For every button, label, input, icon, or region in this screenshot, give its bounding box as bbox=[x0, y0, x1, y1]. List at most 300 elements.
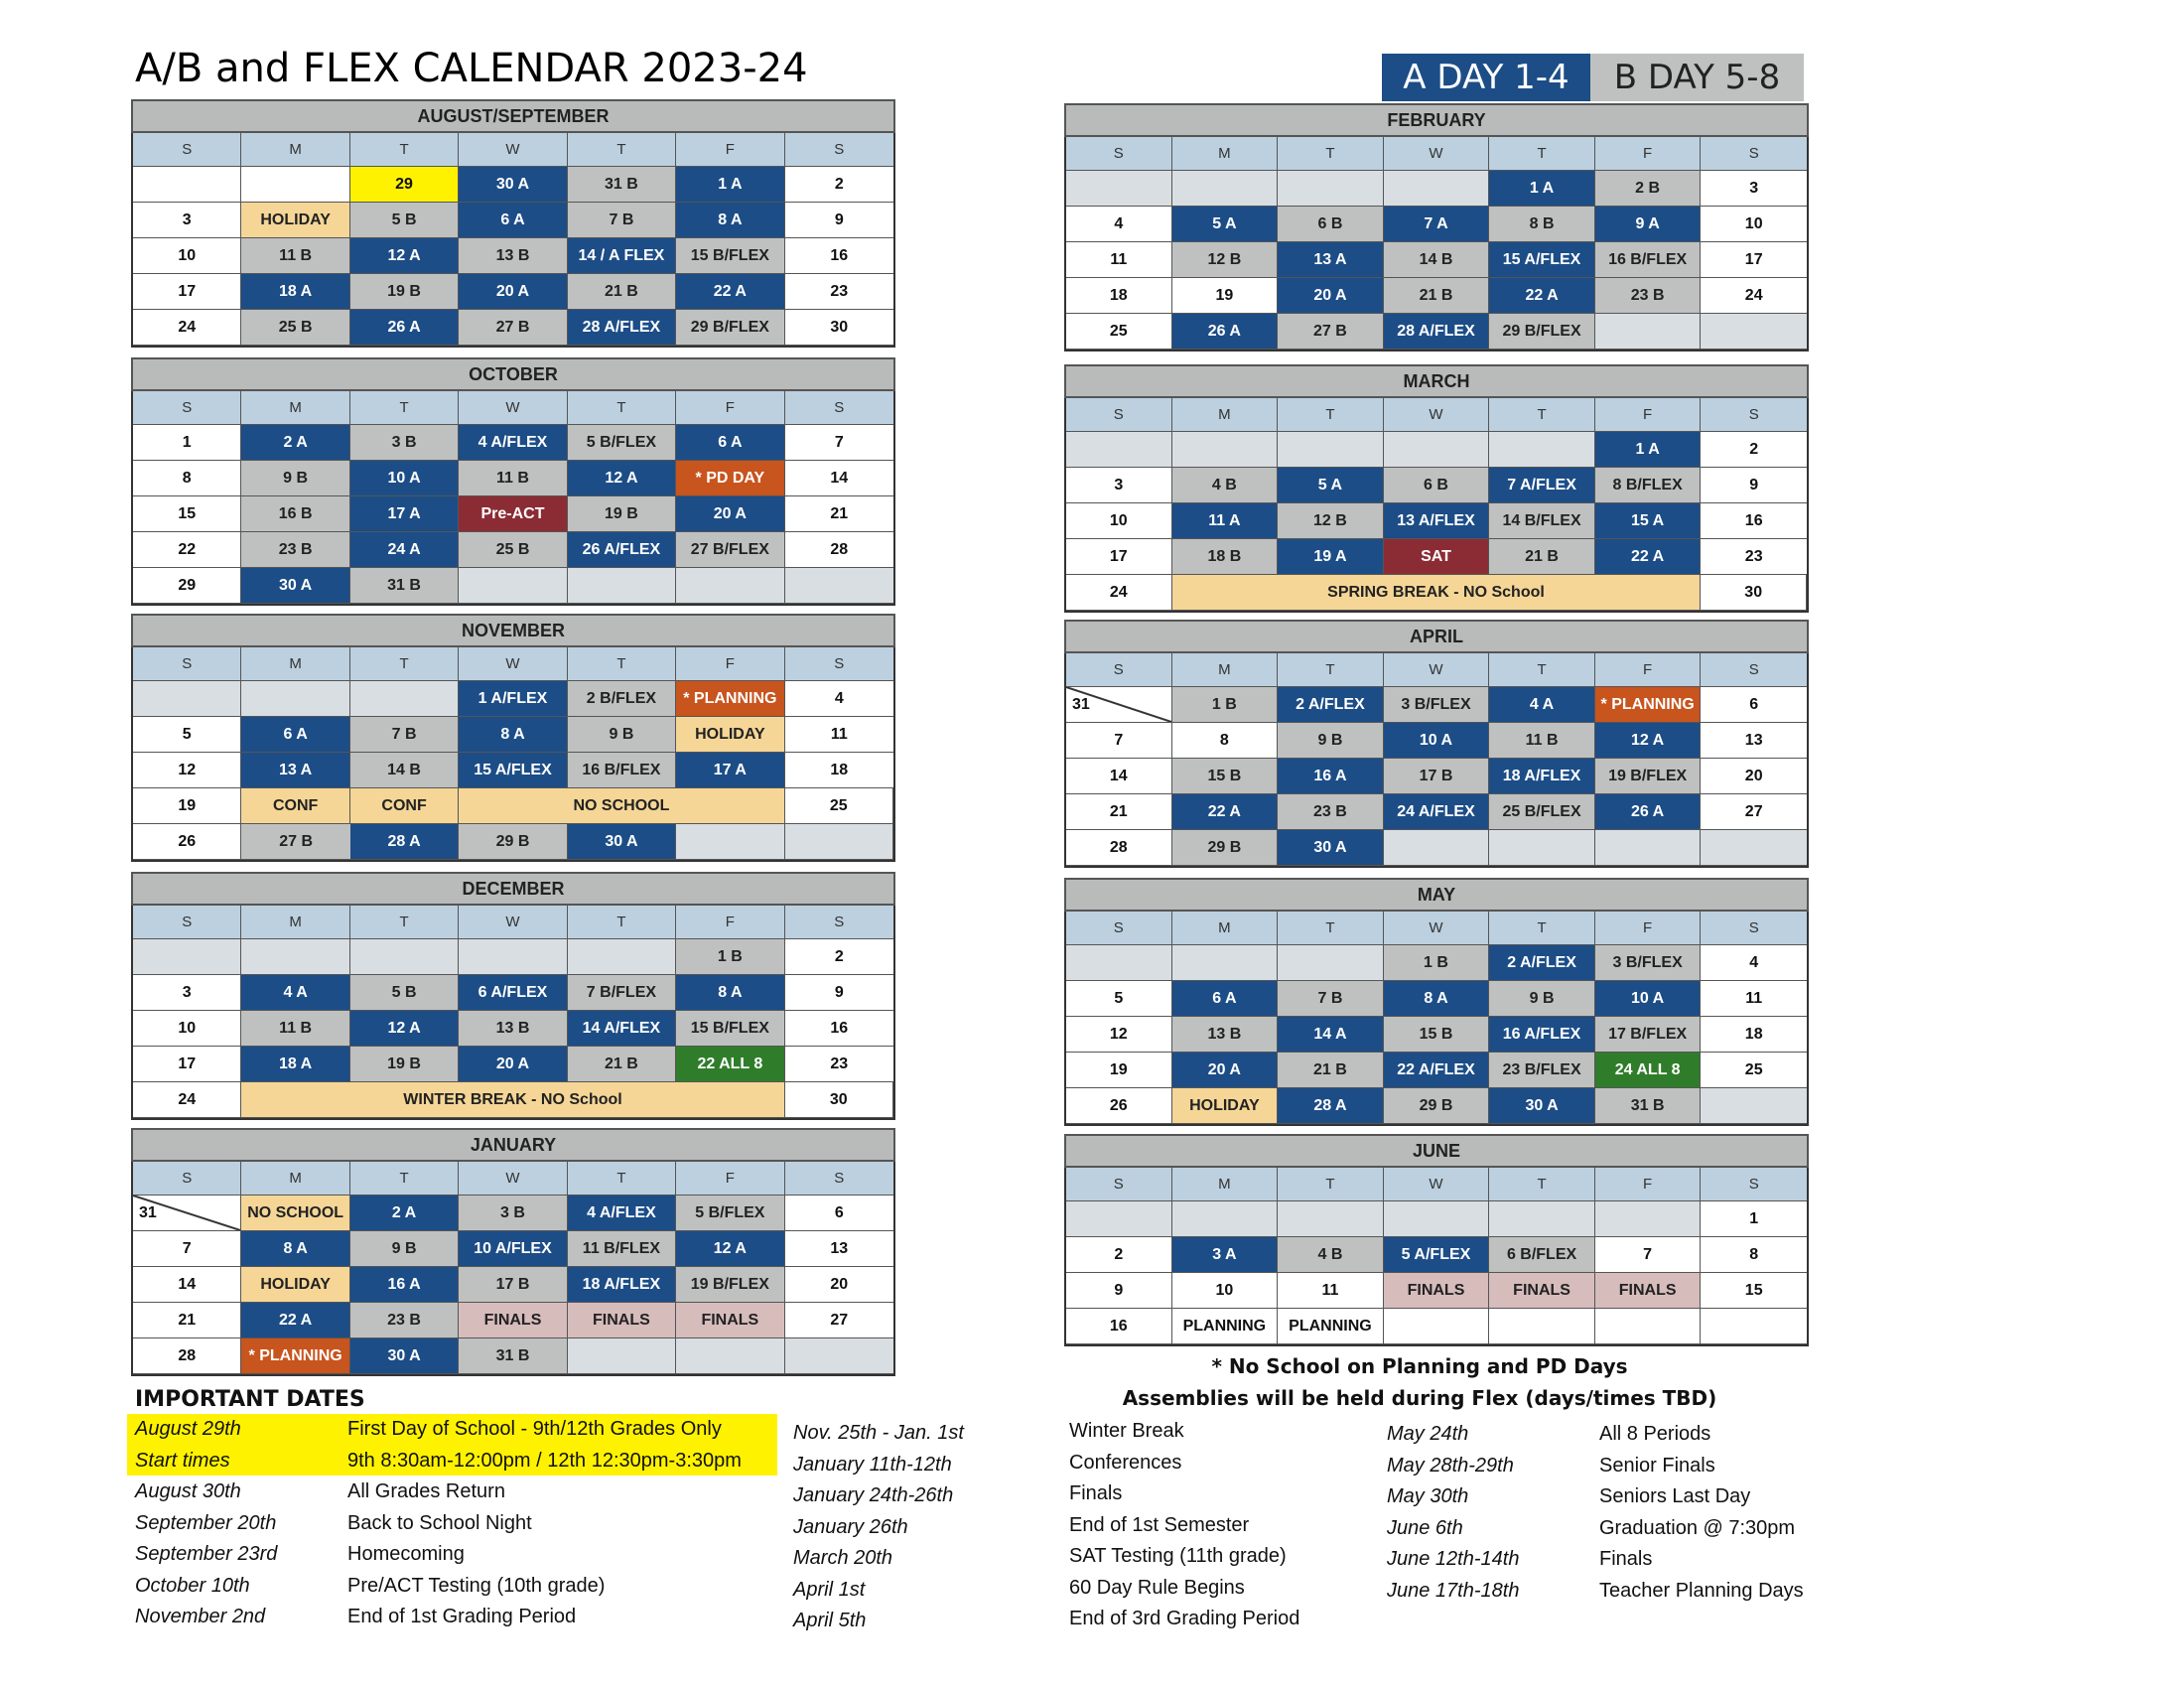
day-cell: 27 B bbox=[459, 310, 567, 346]
day-cell: 19 B bbox=[350, 1047, 459, 1082]
empty-day-cell bbox=[1172, 171, 1279, 207]
day-cell: 6 A bbox=[676, 425, 784, 461]
weekday-header: F bbox=[676, 1162, 784, 1196]
important-date-entry: Nov. 25th - Jan. 1st bbox=[793, 1422, 964, 1444]
empty-day-cell bbox=[133, 939, 241, 975]
weekday-header: S bbox=[1066, 1168, 1172, 1201]
day-cell: 8 A bbox=[676, 203, 784, 238]
important-date-entry: Graduation @ 7:30pm bbox=[1599, 1516, 1796, 1539]
month-grid bbox=[131, 1162, 895, 1376]
day-cell: 10 bbox=[1701, 207, 1807, 242]
empty-day-cell bbox=[1595, 830, 1702, 866]
weekday-header: S bbox=[1701, 653, 1807, 687]
empty-day-cell bbox=[1489, 1309, 1595, 1344]
day-cell: 26 A/FLEX bbox=[568, 532, 676, 568]
day-cell: 12 bbox=[1066, 1017, 1172, 1053]
day-cell: 30 A bbox=[1489, 1088, 1595, 1124]
weekday-header: W bbox=[459, 391, 567, 425]
weekday-header: T bbox=[350, 647, 459, 681]
weekday-header: W bbox=[459, 906, 567, 939]
day-cell: 24 bbox=[133, 310, 241, 346]
month-grid bbox=[131, 647, 895, 862]
important-date-entry: January 24th-26th bbox=[793, 1484, 954, 1506]
day-cell: 30 A bbox=[1278, 830, 1384, 866]
important-date-entry: End of 3rd Grading Period bbox=[1069, 1608, 1300, 1629]
day-cell: FINALS bbox=[1384, 1273, 1490, 1309]
empty-day-cell bbox=[1066, 171, 1172, 207]
day-cell: 7 bbox=[133, 1231, 241, 1267]
day-cell: 10 bbox=[133, 238, 241, 274]
weekday-header: T bbox=[568, 647, 676, 681]
day-cell: 7 A/FLEX bbox=[1489, 468, 1595, 503]
day-cell: 31 B bbox=[1595, 1088, 1702, 1124]
day-cell: 31 bbox=[1066, 687, 1172, 723]
empty-day-cell bbox=[133, 681, 241, 717]
day-cell: 18 bbox=[785, 753, 893, 788]
important-dates-heading: IMPORTANT DATES bbox=[135, 1387, 365, 1412]
empty-day-cell bbox=[459, 568, 567, 604]
day-cell: 27 bbox=[1701, 794, 1807, 830]
day-cell: 10 A bbox=[1595, 981, 1702, 1017]
day-cell: 4 bbox=[1066, 207, 1172, 242]
day-cell: 1 B bbox=[1172, 687, 1279, 723]
weekday-header: T bbox=[1278, 912, 1384, 945]
day-cell: 18 A bbox=[241, 1047, 349, 1082]
day-cell: 9 bbox=[1066, 1273, 1172, 1309]
day-cell: 29 B/FLEX bbox=[1489, 314, 1595, 350]
month-name: MARCH bbox=[1064, 364, 1809, 398]
empty-day-cell bbox=[785, 824, 893, 860]
empty-day-cell bbox=[459, 939, 567, 975]
month-october bbox=[131, 357, 895, 606]
empty-day-cell bbox=[676, 1338, 784, 1374]
month-january bbox=[131, 1128, 895, 1376]
day-cell: 7 B/FLEX bbox=[568, 975, 676, 1011]
day-cell: 14 bbox=[133, 1267, 241, 1303]
day-cell: 7 bbox=[1066, 723, 1172, 759]
day-cell: 3 bbox=[1066, 468, 1172, 503]
day-cell: 2 A/FLEX bbox=[1278, 687, 1384, 723]
day-cell: HOLIDAY bbox=[1172, 1088, 1279, 1124]
important-date-entry: September 23rd bbox=[135, 1543, 278, 1565]
empty-day-cell bbox=[1066, 945, 1172, 981]
empty-day-cell bbox=[133, 167, 241, 203]
day-cell: 10 bbox=[1172, 1273, 1279, 1309]
important-date-entry: Start times bbox=[135, 1449, 230, 1472]
important-date-entry: SAT Testing (11th grade) bbox=[1069, 1545, 1287, 1567]
day-cell: 15 A bbox=[1595, 503, 1702, 539]
day-cell: 3 B bbox=[350, 425, 459, 461]
day-cell: 28 bbox=[133, 1338, 241, 1374]
day-cell: 24 bbox=[133, 1082, 241, 1118]
empty-day-cell bbox=[350, 681, 459, 717]
day-cell: 19 bbox=[133, 788, 241, 824]
empty-day-cell bbox=[1489, 1201, 1595, 1237]
important-date-entry: November 2nd bbox=[135, 1606, 266, 1627]
day-cell: 24 A bbox=[350, 532, 459, 568]
day-cell: 21 B bbox=[1278, 1053, 1384, 1088]
important-date-entry: End of 1st Grading Period bbox=[347, 1606, 577, 1627]
empty-day-cell bbox=[785, 1338, 893, 1374]
day-cell: 7 B bbox=[1278, 981, 1384, 1017]
day-cell: 21 B bbox=[568, 274, 676, 310]
day-cell: 13 A bbox=[241, 753, 349, 788]
day-cell: 30 bbox=[1701, 575, 1807, 611]
calendar-notes bbox=[1122, 1350, 1717, 1414]
month-grid bbox=[1064, 653, 1809, 868]
day-cell: 29 B bbox=[1172, 830, 1279, 866]
day-cell: 1 B bbox=[1384, 945, 1490, 981]
day-cell: 15 B/FLEX bbox=[676, 238, 784, 274]
day-cell: 29 B/FLEX bbox=[676, 310, 784, 346]
day-cell: 8 A bbox=[676, 975, 784, 1011]
day-cell: 24 bbox=[1701, 278, 1807, 314]
day-cell: 30 A bbox=[568, 824, 676, 860]
day-cell: 22 A bbox=[1172, 794, 1279, 830]
day-cell: 15 A/FLEX bbox=[1489, 242, 1595, 278]
day-cell: 21 bbox=[133, 1303, 241, 1338]
weekday-header: T bbox=[1489, 398, 1595, 432]
weekday-header: M bbox=[1172, 653, 1279, 687]
weekday-header: W bbox=[1384, 137, 1490, 171]
day-cell: 25 bbox=[785, 788, 893, 824]
day-cell: 30 bbox=[785, 1082, 893, 1118]
day-cell: 25 B/FLEX bbox=[1489, 794, 1595, 830]
day-cell: 22 A bbox=[1595, 539, 1702, 575]
day-cell: FINALS bbox=[459, 1303, 567, 1338]
day-cell: 5 bbox=[133, 717, 241, 753]
day-cell: 21 B bbox=[1384, 278, 1490, 314]
day-cell: 27 B bbox=[241, 824, 349, 860]
day-cell: 3 A bbox=[1172, 1237, 1279, 1273]
day-cell: 28 A/FLEX bbox=[1384, 314, 1490, 350]
empty-day-cell bbox=[1384, 1309, 1490, 1344]
day-cell: 20 bbox=[1701, 759, 1807, 794]
day-legend bbox=[1382, 54, 1804, 101]
weekday-header: W bbox=[1384, 653, 1490, 687]
day-cell: 8 bbox=[1172, 723, 1279, 759]
weekday-header: W bbox=[459, 1162, 567, 1196]
month-name: JANUARY bbox=[131, 1128, 895, 1162]
day-cell: 12 A bbox=[676, 1231, 784, 1267]
day-cell: * PLANNING bbox=[241, 1338, 349, 1374]
day-cell: 15 A/FLEX bbox=[459, 753, 567, 788]
day-cell: 2 B/FLEX bbox=[568, 681, 676, 717]
day-cell: HOLIDAY bbox=[241, 203, 349, 238]
month-may bbox=[1064, 878, 1809, 1126]
day-cell: 8 B/FLEX bbox=[1595, 468, 1702, 503]
day-cell: 18 A/FLEX bbox=[568, 1267, 676, 1303]
weekday-header: T bbox=[1278, 398, 1384, 432]
important-dates-col3-dates bbox=[1387, 1419, 1519, 1607]
day-cell: 20 bbox=[785, 1267, 893, 1303]
day-cell: 5 B/FLEX bbox=[568, 425, 676, 461]
weekday-header: S bbox=[1066, 653, 1172, 687]
day-cell: 17 bbox=[133, 1047, 241, 1082]
day-cell: FINALS bbox=[1595, 1273, 1702, 1309]
weekday-header: T bbox=[1489, 653, 1595, 687]
day-cell: 28 A bbox=[1278, 1088, 1384, 1124]
day-cell: 12 B bbox=[1278, 503, 1384, 539]
no-school-note: * No School on Planning and PD Days bbox=[1211, 1354, 1628, 1378]
weekday-header: F bbox=[676, 133, 784, 167]
day-cell: 2 A bbox=[350, 1196, 459, 1231]
day-cell: 4 bbox=[1701, 945, 1807, 981]
empty-day-cell bbox=[1278, 1201, 1384, 1237]
important-date-entry: Finals bbox=[1599, 1548, 1653, 1570]
day-cell: 20 A bbox=[459, 274, 567, 310]
day-cell: 4 B bbox=[1172, 468, 1279, 503]
empty-day-cell bbox=[1701, 830, 1807, 866]
day-cell: 27 B bbox=[1278, 314, 1384, 350]
day-cell: 19 B bbox=[568, 496, 676, 532]
weekday-header: S bbox=[133, 391, 241, 425]
day-cell: 6 A bbox=[1172, 981, 1279, 1017]
day-cell: PLANNING bbox=[1278, 1309, 1384, 1344]
day-cell: 16 B/FLEX bbox=[568, 753, 676, 788]
day-cell: 1 A/FLEX bbox=[459, 681, 567, 717]
empty-day-cell bbox=[1489, 830, 1595, 866]
day-cell: FINALS bbox=[1489, 1273, 1595, 1309]
weekday-header: M bbox=[241, 391, 349, 425]
important-date-entry: All 8 Periods bbox=[1599, 1423, 1711, 1445]
day-cell: 19 B/FLEX bbox=[676, 1267, 784, 1303]
day-cell: 8 B bbox=[1489, 207, 1595, 242]
day-cell: 5 bbox=[1066, 981, 1172, 1017]
day-cell: 17 bbox=[1066, 539, 1172, 575]
day-cell: 28 bbox=[1066, 830, 1172, 866]
important-date-entry: Teacher Planning Days bbox=[1599, 1579, 1804, 1602]
day-cell: 21 bbox=[1066, 794, 1172, 830]
day-cell: NO SCHOOL bbox=[241, 1196, 349, 1231]
day-cell: 7 B bbox=[568, 203, 676, 238]
empty-day-cell bbox=[1595, 314, 1702, 350]
day-cell: 16 bbox=[785, 238, 893, 274]
day-cell: 22 A bbox=[241, 1303, 349, 1338]
important-date-entry: May 24th bbox=[1387, 1423, 1469, 1445]
day-cell: 2 bbox=[785, 167, 893, 203]
month-grid bbox=[131, 391, 895, 606]
empty-day-cell bbox=[1384, 830, 1490, 866]
empty-day-cell bbox=[241, 681, 349, 717]
month-march bbox=[1064, 364, 1809, 613]
day-cell: 24 ALL 8 bbox=[1595, 1053, 1702, 1088]
weekday-header: T bbox=[1489, 1168, 1595, 1201]
day-cell: 26 bbox=[133, 824, 241, 860]
weekday-header: W bbox=[1384, 1168, 1490, 1201]
day-cell: 18 bbox=[1066, 278, 1172, 314]
weekday-header: T bbox=[350, 391, 459, 425]
important-date-entry: October 10th bbox=[135, 1574, 250, 1597]
day-cell: 24 A/FLEX bbox=[1384, 794, 1490, 830]
important-date-entry: June 6th bbox=[1387, 1516, 1463, 1539]
day-cell: 3 bbox=[133, 203, 241, 238]
day-cell: 8 bbox=[1701, 1237, 1807, 1273]
important-dates-col2-dates bbox=[793, 1418, 964, 1637]
weekday-header: T bbox=[350, 133, 459, 167]
empty-day-cell bbox=[785, 568, 893, 604]
day-cell: 31 B bbox=[568, 167, 676, 203]
month-grid bbox=[131, 906, 895, 1120]
day-cell: 23 B bbox=[241, 532, 349, 568]
day-cell: 1 bbox=[1701, 1201, 1807, 1237]
weekday-header: F bbox=[1595, 398, 1702, 432]
important-dates-col3-events bbox=[1599, 1419, 1804, 1607]
day-cell: 24 bbox=[1066, 575, 1172, 611]
day-cell: 23 B bbox=[350, 1303, 459, 1338]
month-name: OCTOBER bbox=[131, 357, 895, 391]
empty-day-cell bbox=[1384, 432, 1490, 468]
day-cell: 11 bbox=[1066, 242, 1172, 278]
day-cell: 20 A bbox=[459, 1047, 567, 1082]
day-cell: 19 B/FLEX bbox=[1595, 759, 1702, 794]
day-cell: 4 A/FLEX bbox=[568, 1196, 676, 1231]
day-cell: 5 B bbox=[350, 975, 459, 1011]
day-cell: CONF bbox=[350, 788, 459, 824]
day-cell: 2 bbox=[1701, 432, 1807, 468]
day-cell: 1 A bbox=[1595, 432, 1702, 468]
important-date-entry: January 26th bbox=[793, 1515, 908, 1538]
weekday-header: F bbox=[1595, 1168, 1702, 1201]
day-cell: * PLANNING bbox=[1595, 687, 1702, 723]
weekday-header: F bbox=[676, 391, 784, 425]
day-cell: 15 B bbox=[1172, 759, 1279, 794]
empty-day-cell bbox=[1172, 945, 1279, 981]
day-cell: 26 A bbox=[1595, 794, 1702, 830]
day-cell: 1 A bbox=[1489, 171, 1595, 207]
day-cell: 9 B bbox=[1489, 981, 1595, 1017]
weekday-header: T bbox=[350, 1162, 459, 1196]
day-cell: 30 bbox=[785, 310, 893, 346]
important-date-entry: August 29th bbox=[135, 1418, 241, 1440]
day-cell: Pre-ACT bbox=[459, 496, 567, 532]
weekday-header: S bbox=[133, 647, 241, 681]
day-cell: 29 B bbox=[1384, 1088, 1490, 1124]
empty-day-cell bbox=[1701, 1088, 1807, 1124]
weekday-header: T bbox=[1489, 912, 1595, 945]
day-cell: 14 B bbox=[350, 753, 459, 788]
day-cell: 18 A/FLEX bbox=[1489, 759, 1595, 794]
weekday-header: M bbox=[1172, 1168, 1279, 1201]
weekday-header: M bbox=[241, 133, 349, 167]
weekday-header: F bbox=[1595, 912, 1702, 945]
weekday-header: T bbox=[568, 133, 676, 167]
month-name: JUNE bbox=[1064, 1134, 1809, 1168]
day-cell: 9 B bbox=[1278, 723, 1384, 759]
important-date-entry: August 30th bbox=[135, 1480, 241, 1502]
important-date-entry: May 30th bbox=[1387, 1485, 1469, 1507]
day-cell: 16 A/FLEX bbox=[1489, 1017, 1595, 1053]
weekday-header: T bbox=[568, 1162, 676, 1196]
important-date-entry: Finals bbox=[1069, 1482, 1123, 1504]
day-cell: 13 bbox=[785, 1231, 893, 1267]
day-cell: 14 A bbox=[1278, 1017, 1384, 1053]
day-cell: 11 bbox=[785, 717, 893, 753]
day-cell: 12 A bbox=[350, 1011, 459, 1047]
important-dates-col1-dates bbox=[135, 1414, 277, 1633]
day-cell: 26 bbox=[1066, 1088, 1172, 1124]
important-date-entry: Winter Break bbox=[1069, 1420, 1184, 1442]
weekday-header: T bbox=[1278, 137, 1384, 171]
day-cell: 1 bbox=[133, 425, 241, 461]
weekday-header: S bbox=[133, 1162, 241, 1196]
day-cell: 22 ALL 8 bbox=[676, 1047, 784, 1082]
day-cell: 30 A bbox=[459, 167, 567, 203]
important-date-entry: Conferences bbox=[1069, 1451, 1182, 1474]
empty-day-cell bbox=[1278, 945, 1384, 981]
important-dates-col2-events bbox=[1069, 1416, 1299, 1635]
day-cell: 10 A bbox=[1384, 723, 1490, 759]
empty-day-cell bbox=[1066, 432, 1172, 468]
empty-day-cell bbox=[1701, 1309, 1807, 1344]
day-cell: 10 bbox=[1066, 503, 1172, 539]
day-cell: 22 bbox=[133, 532, 241, 568]
empty-day-cell bbox=[1489, 432, 1595, 468]
month-name: DECEMBER bbox=[131, 872, 895, 906]
weekday-header: T bbox=[1278, 1168, 1384, 1201]
important-date-entry: 60 Day Rule Begins bbox=[1069, 1576, 1245, 1599]
weekday-header: S bbox=[1066, 398, 1172, 432]
important-date-entry: All Grades Return bbox=[347, 1480, 505, 1502]
month-april bbox=[1064, 620, 1809, 868]
day-cell: 12 bbox=[133, 753, 241, 788]
day-cell: 25 B bbox=[241, 310, 349, 346]
day-cell: 2 bbox=[785, 939, 893, 975]
day-cell: 20 A bbox=[1172, 1053, 1279, 1088]
day-cell: 16 B/FLEX bbox=[1595, 242, 1702, 278]
day-cell: 17 B bbox=[1384, 759, 1490, 794]
important-date-entry: Senior Finals bbox=[1599, 1454, 1715, 1477]
weekday-header: S bbox=[133, 906, 241, 939]
day-cell: 9 bbox=[785, 203, 893, 238]
day-cell: 21 bbox=[785, 496, 893, 532]
empty-day-cell bbox=[676, 824, 784, 860]
weekday-header: T bbox=[1278, 653, 1384, 687]
assemblies-note: Assemblies will be held during Flex (days/times TBD) bbox=[1122, 1386, 1717, 1410]
day-cell: FINALS bbox=[676, 1303, 784, 1338]
a-day-legend: A DAY 1-4 bbox=[1382, 54, 1590, 101]
day-cell: WINTER BREAK - NO School bbox=[241, 1082, 784, 1118]
day-cell: 7 bbox=[785, 425, 893, 461]
month-grid bbox=[1064, 398, 1809, 613]
day-cell: 5 A bbox=[1278, 468, 1384, 503]
day-cell: 22 A/FLEX bbox=[1384, 1053, 1490, 1088]
day-cell: 16 bbox=[1701, 503, 1807, 539]
day-cell: 11 bbox=[1701, 981, 1807, 1017]
day-cell: 15 B/FLEX bbox=[676, 1011, 784, 1047]
day-cell: 23 bbox=[785, 274, 893, 310]
day-cell: 6 A bbox=[459, 203, 567, 238]
empty-day-cell bbox=[676, 568, 784, 604]
day-cell: 22 A bbox=[676, 274, 784, 310]
day-cell: 9 B bbox=[350, 1231, 459, 1267]
important-date-entry: End of 1st Semester bbox=[1069, 1513, 1250, 1536]
day-cell: 5 B bbox=[350, 203, 459, 238]
important-date-entry: June 17th-18th bbox=[1387, 1579, 1520, 1602]
weekday-header: S bbox=[785, 1162, 893, 1196]
month-grid bbox=[1064, 1168, 1809, 1346]
day-cell: HOLIDAY bbox=[676, 717, 784, 753]
weekday-header: W bbox=[1384, 398, 1490, 432]
weekday-header: S bbox=[1701, 1168, 1807, 1201]
day-cell: 31 B bbox=[350, 568, 459, 604]
weekday-header: T bbox=[350, 906, 459, 939]
day-cell: 7 bbox=[1595, 1237, 1702, 1273]
day-cell: 2 A bbox=[241, 425, 349, 461]
day-cell: 11 B bbox=[1489, 723, 1595, 759]
day-cell: 29 bbox=[350, 167, 459, 203]
important-date-entry: April 1st bbox=[793, 1578, 866, 1601]
